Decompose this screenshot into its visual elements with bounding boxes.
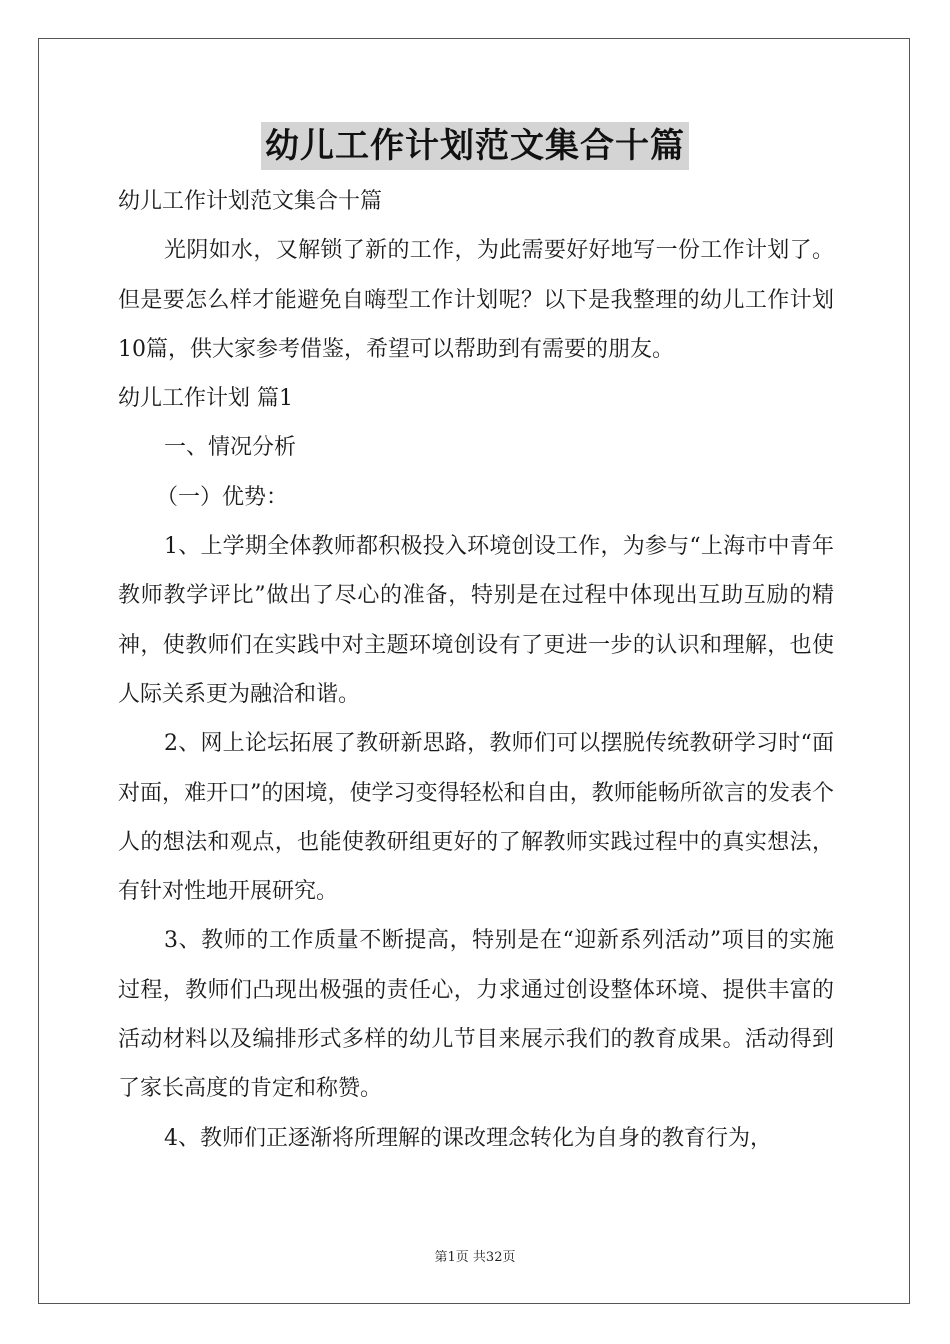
document-title: 幼儿工作计划范文集合十篇 xyxy=(261,122,689,170)
paragraph: 幼儿工作计划 篇1 xyxy=(118,386,293,412)
paragraph: 3、教师的工作质量不断提高，特别是在“迎新系列活动”项目的实施过程，教师们凸现出极强的责任心，力求通过创设整体环境、提供丰富的活动材料以及编排形式多样的幼儿节目来展示我们的教育成果。活动得到了家长高度的肯定和称赞。 xyxy=(118,928,834,1102)
page-footer: 第1页 共32页 xyxy=(434,1250,516,1265)
paragraph: 1、上学期全体教师都积极投入环境创设工作，为参与“上海市中青年教师教学评比”做出了尽心的准备，特别是在过程中体现出互助互励的精神，使教师们在实践中对主题环境创设有了更进一步的认识和理解，也使人际关系更为融洽和谐。 xyxy=(118,534,834,707)
paragraph: 幼儿工作计划范文集合十篇 xyxy=(118,189,383,214)
paragraph: 2、网上论坛拓展了教研新思路，教师们可以摆脱传统教研学习时“面对面，难开口”的困境，使学习变得轻松和自由，教师能畅所欲言的发表个人的想法和观点，也能使教研组更好的了解教师实践过程中的真实想法，有针对性地开展研究。 xyxy=(118,731,834,905)
paragraph: （一）优势： xyxy=(156,484,289,510)
paragraph: 光阴如水，又解锁了新的工作，为此需要好好地写一份工作计划了。但是要怎么样才能避免自嗨型工作计划呢？以下是我整理的幼儿工作计划10篇，供大家参考借鉴，希望可以帮助到有需要的朋友。 xyxy=(118,238,834,362)
title-container xyxy=(0,122,950,170)
paragraph: 一、情况分析 xyxy=(164,435,297,461)
paragraph: 4、教师们正逐渐将所理解的课改理念转化为自身的教育行为， xyxy=(164,1125,772,1151)
document-body xyxy=(118,177,834,1163)
